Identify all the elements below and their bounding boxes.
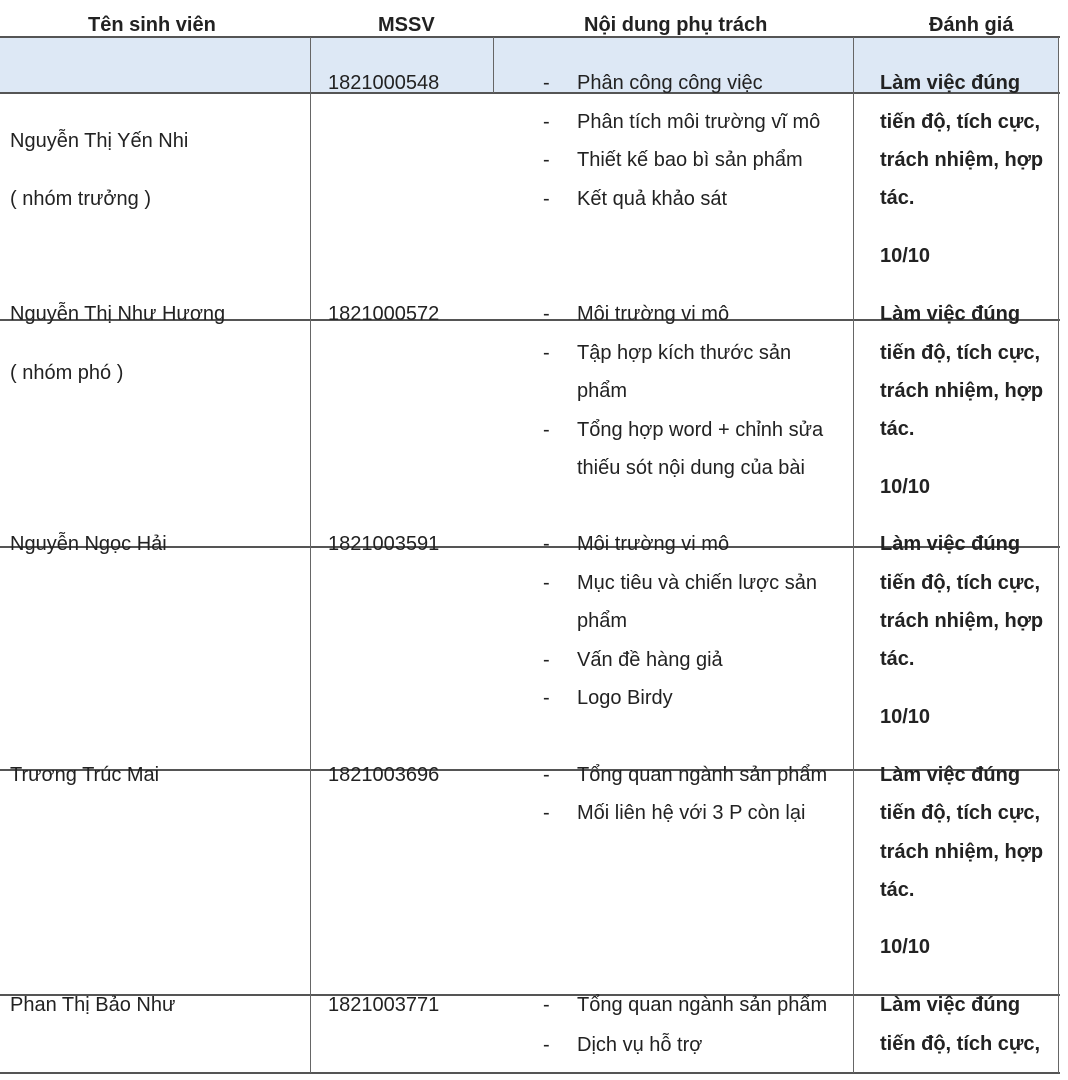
bullet-dash: - — [543, 303, 550, 325]
evaluation-text: tiến độ, tích cực, — [880, 111, 1041, 133]
student-id: 1821000572 — [328, 303, 440, 325]
task-item: phẩm — [577, 610, 628, 632]
task-item: Môi trường vi mô — [577, 533, 730, 555]
evaluation-text: tác. — [880, 418, 915, 440]
score: 10/10 — [880, 936, 931, 958]
bullet-dash: - — [543, 419, 550, 441]
bullet-dash: - — [543, 533, 550, 555]
evaluation-text: Làm việc đúng — [880, 994, 1021, 1016]
task-item: Dịch vụ hỗ trợ — [577, 1034, 703, 1056]
student-id: 1821003696 — [328, 764, 440, 786]
student-id: 1821003771 — [328, 994, 440, 1016]
header-id: MSSV — [378, 14, 435, 36]
student-role: ( nhóm trưởng ) — [10, 188, 151, 210]
evaluation-text: tiến độ, tích cực, — [880, 802, 1041, 824]
header-eval: Đánh giá — [929, 14, 1014, 36]
evaluation-text: tác. — [880, 648, 915, 670]
bullet-dash: - — [543, 1034, 550, 1056]
table-border — [0, 36, 1060, 38]
bullet-dash: - — [543, 994, 550, 1016]
bullet-dash: - — [543, 149, 550, 171]
score: 10/10 — [880, 476, 931, 498]
header-name: Tên sinh viên — [88, 14, 216, 36]
column-divider — [310, 37, 311, 1073]
task-item: Tổng quan ngành sản phẩm — [577, 764, 828, 786]
task-item: phẩm — [577, 380, 628, 402]
evaluation-text: trách nhiệm, hợp — [880, 380, 1044, 402]
task-item: Mục tiêu và chiến lược sản — [577, 572, 817, 594]
evaluation-text: Làm việc đúng — [880, 303, 1021, 325]
evaluation-text: trách nhiệm, hợp — [880, 149, 1044, 171]
evaluation-text: tác. — [880, 879, 915, 901]
evaluation-text: tác. — [880, 187, 915, 209]
task-item: Logo Birdy — [577, 687, 673, 709]
student-id: 1821003591 — [328, 533, 440, 555]
task-item: Phân công công việc — [577, 72, 763, 94]
bullet-dash: - — [543, 649, 550, 671]
score: 10/10 — [880, 706, 931, 728]
task-item: Thiết kế bao bì sản phẩm — [577, 149, 803, 171]
student-id: 1821000548 — [328, 72, 440, 94]
column-divider — [493, 37, 494, 93]
task-item: thiếu sót nội dung của bài — [577, 457, 805, 479]
score: 10/10 — [880, 245, 931, 267]
header-content: Nội dung phụ trách — [584, 14, 768, 36]
column-divider — [853, 37, 854, 1073]
bullet-dash: - — [543, 111, 550, 133]
task-item: Tổng hợp word + chỉnh sửa — [577, 419, 824, 441]
bullet-dash: - — [543, 687, 550, 709]
bullet-dash: - — [543, 802, 550, 824]
task-item: Mối liên hệ với 3 P còn lại — [577, 802, 806, 824]
evaluation-text: tiến độ, tích cực, — [880, 342, 1041, 364]
evaluation-text: Làm việc đúng — [880, 533, 1021, 555]
bullet-dash: - — [543, 572, 550, 594]
task-item: Môi trường vi mô — [577, 303, 730, 325]
student-name: Trương Trúc Mai — [10, 764, 160, 786]
evaluation-text: tiến độ, tích cực, — [880, 572, 1041, 594]
bullet-dash: - — [543, 342, 550, 364]
student-name: Nguyễn Thị Yến Nhi — [10, 130, 189, 152]
task-item: Phân tích môi trường vĩ mô — [577, 111, 821, 133]
student-name: Nguyễn Ngọc Hải — [10, 533, 167, 555]
table-border — [0, 1072, 1060, 1074]
bullet-dash: - — [543, 72, 550, 94]
table-border — [1058, 37, 1059, 1073]
task-item: Vấn đề hàng giả — [577, 649, 723, 671]
task-item: Tập hợp kích thước sản — [577, 342, 792, 364]
bullet-dash: - — [543, 764, 550, 786]
bullet-dash: - — [543, 188, 550, 210]
task-item: Tổng quan ngành sản phẩm — [577, 994, 828, 1016]
evaluation-text: trách nhiệm, hợp — [880, 610, 1044, 632]
evaluation-text: trách nhiệm, hợp — [880, 841, 1044, 863]
student-name: Phan Thị Bảo Như — [10, 994, 176, 1016]
student-role: ( nhóm phó ) — [10, 362, 124, 384]
evaluation-text: Làm việc đúng — [880, 72, 1021, 94]
task-item: Kết quả khảo sát — [577, 188, 728, 210]
student-name: Nguyễn Thị Như Hương — [10, 303, 226, 325]
evaluation-text: Làm việc đúng — [880, 764, 1021, 786]
evaluation-text: tiến độ, tích cực, — [880, 1033, 1041, 1055]
